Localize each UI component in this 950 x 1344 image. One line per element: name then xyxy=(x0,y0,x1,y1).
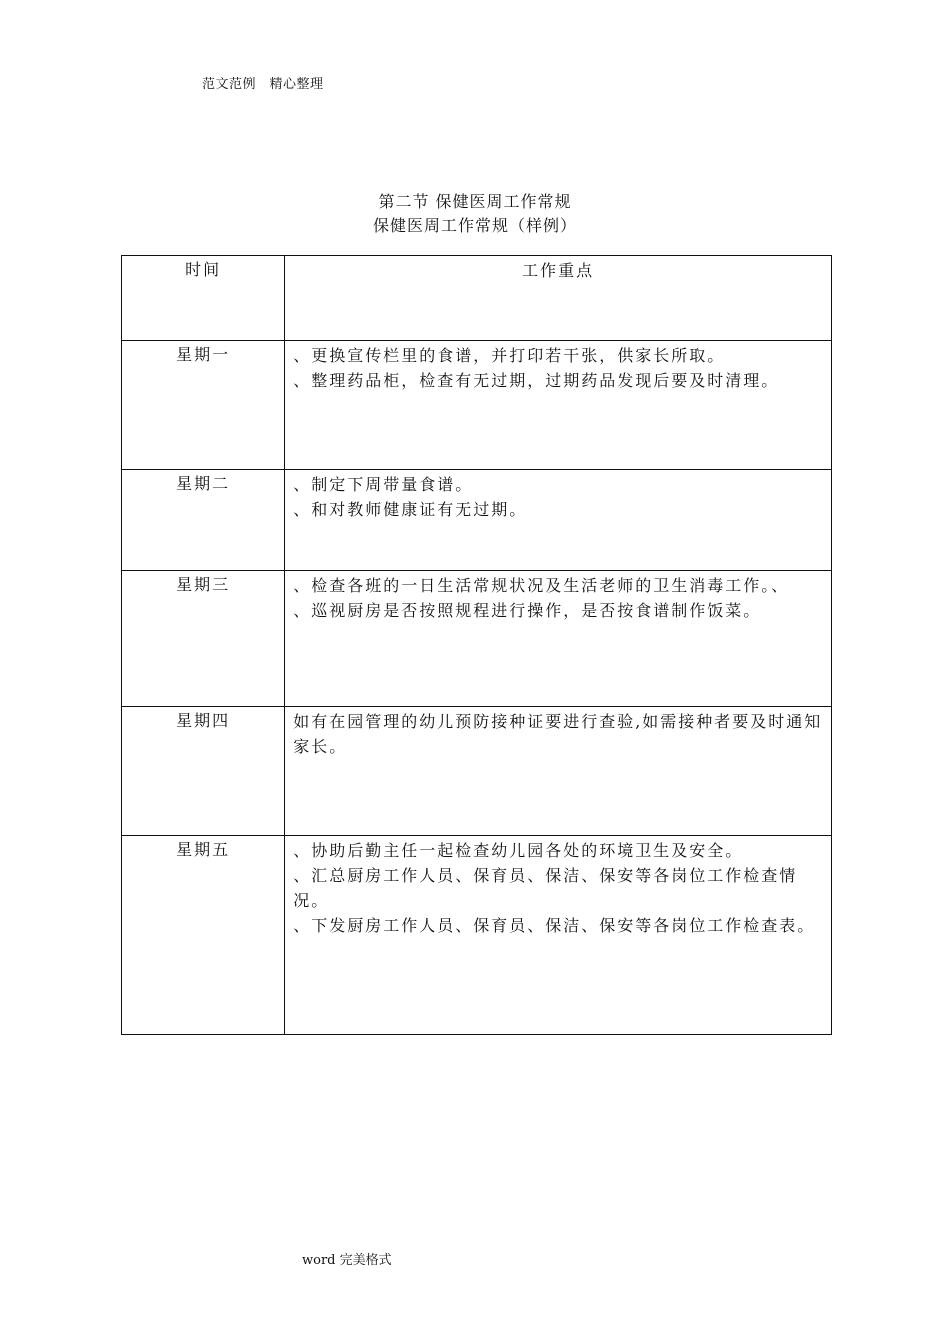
table-row xyxy=(122,836,832,1035)
work-line: 、和对教师健康证有无过期。 xyxy=(293,500,528,519)
table-row xyxy=(122,707,832,836)
work-line: 、制定下周带量食谱。 xyxy=(293,475,474,494)
table-row xyxy=(122,571,832,707)
row-work xyxy=(285,341,832,470)
row-work xyxy=(285,571,832,707)
work-line: 、下发厨房工作人员、保育员、保洁、保安等各岗位工作检查表。 xyxy=(293,916,816,935)
work-line: 、汇总厨房工作人员、保育员、保洁、保安等各岗位工作检查情况。 xyxy=(293,866,798,910)
work-line: 如有在园管理的幼儿预防接种证要进行查验,如需接种者要及时通知家长。 xyxy=(293,712,823,756)
table-row xyxy=(122,341,832,470)
row-work xyxy=(285,836,832,1035)
document-title: 保健医周工作常规（样例） xyxy=(372,216,577,235)
work-line: 、整理药品柜，检查有无过期，过期药品发现后要及时清理。 xyxy=(293,371,780,390)
row-work xyxy=(285,470,832,571)
work-line: 、协助后勤主任一起检查幼儿园各处的环境卫生及安全。 xyxy=(293,841,744,860)
footer-note: word 完美格式 xyxy=(302,1253,392,1268)
header-work: 工作重点 xyxy=(285,256,832,341)
schedule-table xyxy=(121,255,832,1035)
work-line: 、检查各班的一日生活常规状况及生活老师的卫生消毒工作。、 xyxy=(293,576,790,595)
title-block xyxy=(0,190,950,238)
table-header-row xyxy=(122,256,832,341)
work-line: 、巡视厨房是否按照规程进行操作，是否按食谱制作饭菜。 xyxy=(293,601,762,620)
row-work xyxy=(285,707,832,836)
row-day: 星期四 xyxy=(122,707,285,836)
row-day: 星期三 xyxy=(122,571,285,707)
table-row xyxy=(122,470,832,571)
row-day: 星期一 xyxy=(122,341,285,470)
work-line: 、更换宣传栏里的食谱，并打印若干张，供家长所取。 xyxy=(293,346,726,365)
row-day: 星期五 xyxy=(122,836,285,1035)
header-time: 时间 xyxy=(122,256,285,341)
row-day: 星期二 xyxy=(122,470,285,571)
section-title: 第二节 保健医周工作常规 xyxy=(378,192,572,211)
header-note: 范文范例 精心整理 xyxy=(202,77,324,92)
